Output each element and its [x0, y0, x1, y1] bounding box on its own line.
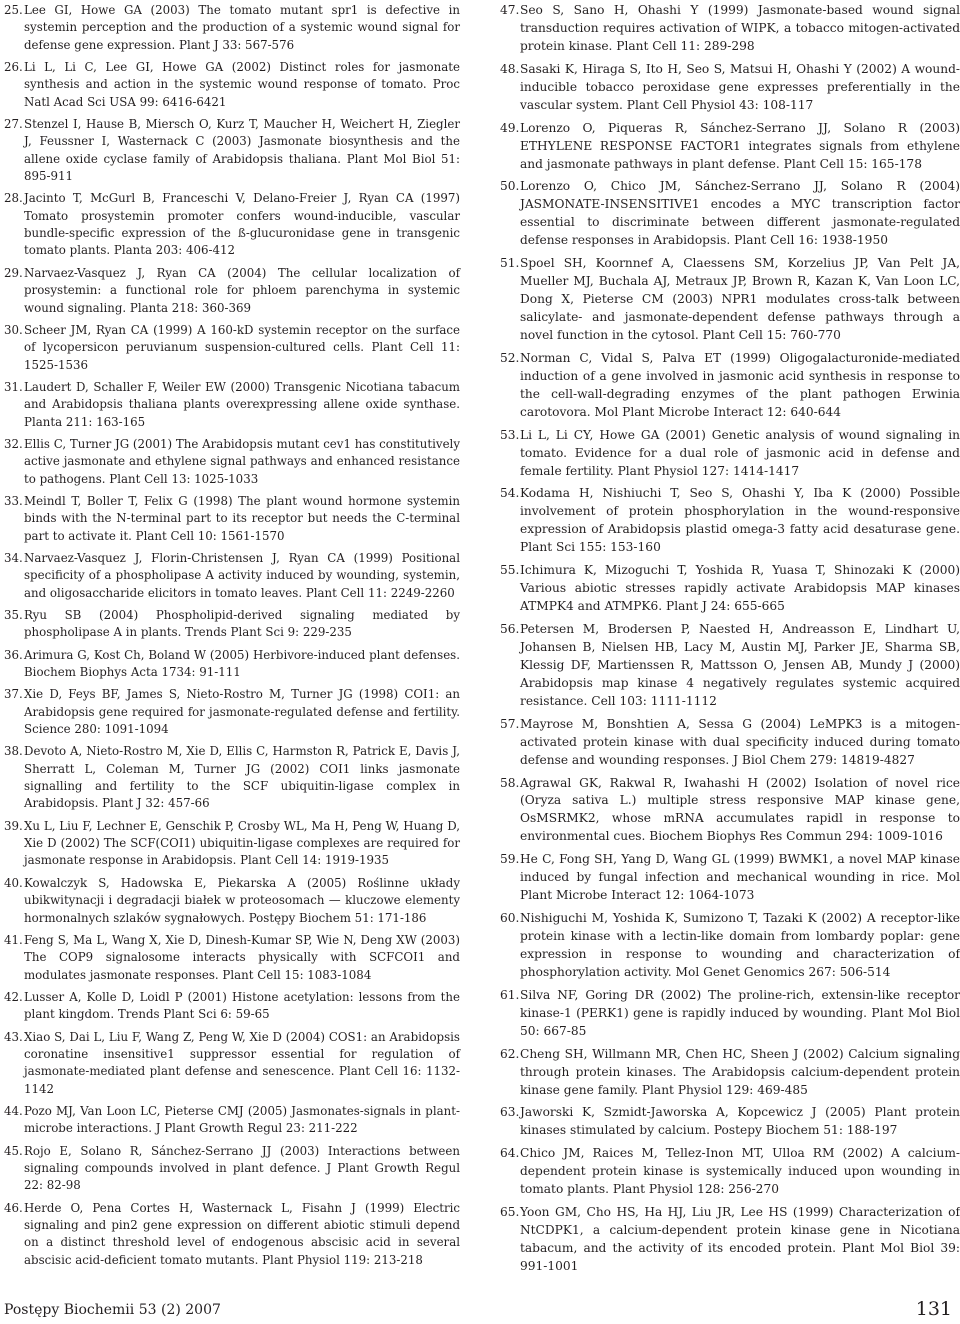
reference-text: Jacinto T, McGurl B, Franceschi V, Delano-Freier J, Ryan CA (1997) Tomato prosystemin promoter confers wound-inducible, vascular bundle-specific expression of the ß-glucuronidase gene in transgenic tomato plants. Planta 203: 406-412 [24, 191, 460, 258]
reference-item [4, 379, 460, 431]
reference-text: Nishiguchi M, Yoshida K, Sumizono T, Tazaki K (2002) A receptor-like protein kinase with a lectin-like domain from lombardy poplar: gene expression in response to wounding and characterization of phosphorylation activity. Mol Genet Genomics 267: 506-514 [520, 911, 960, 979]
reference-item [500, 1104, 960, 1140]
reference-item [4, 2, 460, 54]
reference-number: 53. [500, 427, 520, 442]
reference-item [4, 1029, 460, 1098]
reference-item [500, 350, 960, 422]
reference-number: 65. [500, 1205, 520, 1220]
reference-number: 63. [500, 1105, 520, 1120]
reference-number: 56. [500, 622, 520, 636]
reference-text: Chico JM, Raices M, Tellez-Inon MT, Ulloa RM (2002) A calcium-dependent protein kinase is systemically induced upon wounding in tomato plants. Plant Physiol 128: 256-270 [520, 1146, 960, 1197]
reference-item [4, 1200, 460, 1269]
reference-item [4, 493, 460, 545]
reference-item [4, 116, 460, 185]
reference-text: Kowalczyk S, Hadowska E, Piekarska A (2005) Roślinne układy ubikwitynacji i degradacji białek w proteosomach — kluczowe elementy hormonalnych szlaków sygnałowych. Postępy Biochem 51: 171-186 [24, 875, 460, 925]
reference-item [4, 1143, 460, 1195]
reference-item [4, 550, 460, 602]
reference-number: 51. [500, 256, 520, 271]
reference-text: Li L, Li CY, Howe GA (2001) Genetic analysis of wound signaling in tomato. Evidence for a dual role of jasmonic acid in defense and female fertility. Plant Physiol 127: 1414-1417 [520, 427, 960, 478]
reference-number: 40. [4, 875, 23, 890]
reference-text: Mayrose M, Bonshtien A, Sessa G (2004) LeMPK3 is a mitogen-activated protein kinase with dual specificity induced during tomato defense and wounding responses. J Biol Chem 279: 14819-4827 [520, 716, 960, 767]
reference-text: Ryu SB (2004) Phospholipid-derived signaling mediated by phospholipase A in plants. Trends Plant Sci 9: 229-235 [24, 608, 460, 640]
reference-item [500, 775, 960, 847]
reference-text: Narvaez-Vasquez J, Florin-Christensen J, Ryan CA (1999) Positional specificity of a phospholipase A activity induced by wounding, systemin, and oligosaccharide elicitors in tomato leaves. Plant Cell 11: 2249-2260 [24, 550, 460, 600]
reference-text: Stenzel I, Hause B, Miersch O, Kurz T, Maucher H, Weichert H, Ziegler J, Feussner I, Wasternack C (2003) Jasmonate biosynthesis and the allene oxide cyclase family of Arabidopsis thaliana. Plant Mol Biol 51: 895-911 [24, 117, 460, 184]
reference-item [4, 322, 460, 374]
reference-item [4, 686, 460, 738]
reference-text: Li L, Li C, Lee GI, Howe GA (2002) Distinct roles for jasmonate synthesis and action in the systemic wound response of tomato. Proc Natl Acad Sci USA 99: 6416-6421 [24, 60, 460, 109]
journal-footer: Postępy Biochemii 53 (2) 2007 [4, 1302, 221, 1318]
reference-number: 28. [4, 191, 23, 206]
reference-text: He C, Fong SH, Yang D, Wang GL (1999) BWMK1, a novel MAP kinase induced by fungal infection and mechanical wounding in rice. Mol Plant Microbe Interact 12: 1064-1073 [520, 852, 960, 903]
reference-number: 57. [500, 716, 520, 731]
reference-number: 49. [500, 120, 520, 135]
reference-number: 58. [500, 775, 520, 790]
reference-item [500, 120, 960, 174]
reference-text: Lorenzo O, Piqueras R, Sánchez-Serrano JJ, Solano R (2003) ETHYLENE RESPONSE FACTOR1 integrates signals from ethylene and jasmonate pathways in plant defense. Plant Cell 15: 165-178 [520, 120, 960, 171]
reference-text: Feng S, Ma L, Wang X, Xie D, Dinesh-Kumar SP, Wie N, Deng XW (2003) The COP9 signalosome interacts physically with SCFCOI1 and modulates jasmonate responses. Plant Cell 15: 1083-1084 [24, 932, 460, 982]
reference-number: 47. [500, 3, 520, 17]
reference-item [4, 1103, 460, 1138]
reference-number: 30. [4, 322, 23, 337]
reference-item [500, 716, 960, 770]
reference-item [500, 562, 960, 616]
reference-text: Lorenzo O, Chico JM, Sánchez-Serrano JJ, Solano R (2004) JASMONATE-INSENSITIVE1 encodes a MYC transcription factor essential to discriminate between different jasmonate-regulated defense responses in Arabidopsis. Plant Cell 16: 1938-1950 [520, 179, 960, 248]
reference-number: 59. [500, 852, 520, 867]
reference-item [500, 987, 960, 1041]
reference-number: 52. [500, 350, 520, 365]
reference-text: Silva NF, Goring DR (2002) The proline-rich, extensin-like receptor kinase-1 (PERK1) gene is rapidly induced by wounding. Plant Mol Biol 50: 667-85 [520, 987, 960, 1038]
reference-item [4, 818, 460, 870]
reference-text: Meindl T, Boller T, Felix G (1998) The plant wound hormone systemin binds with the N-terminal part to its receptor but needs the C-terminal part to activate it. Plant Cell 10: 1561-1570 [24, 493, 460, 543]
reference-text: Xu L, Liu F, Lechner E, Genschik P, Crosby WL, Ma H, Peng W, Huang D, Xie D (2002) The SCF(COI1) ubiquitin-ligase complexes are required for jasmonate response in Arabidopsis. Plant Cell 14: 1919-1935 [24, 818, 460, 868]
reference-item [500, 1145, 960, 1199]
reference-item [4, 989, 460, 1024]
reference-text: Petersen M, Brodersen P, Naested H, Andreasson E, Lindhart U, Johansen B, Nielsen HB, Lacy M, Austin MJ, Parker JE, Sharma SB, Klessig DF, Martienssen R, Mattsson O, Jensen AB, Mundy J (2000) Arabidopsis map kinase 4 negatively regulates systemic acquired resistance. Cell 103: 1111-1112 [520, 622, 960, 708]
reference-number: 50. [500, 179, 520, 194]
reference-number: 43. [4, 1029, 23, 1044]
reference-number: 48. [500, 61, 520, 76]
reference-item [500, 910, 960, 982]
reference-text: Yoon GM, Cho HS, Ha HJ, Liu JR, Lee HS (1999) Characterization of NtCDPK1, a calcium-dependent protein kinase gene in Nicotiana tabacum, and the activity of its encoded protein. Plant Mol Biol 39: 991-1001 [520, 1205, 960, 1273]
reference-text: Lee GI, Howe GA (2003) The tomato mutant spr1 is defective in systemin perception and the production of a systemic wound signal for defense gene expression. Plant J 33: 567-576 [24, 3, 460, 52]
reference-number: 32. [4, 436, 23, 451]
reference-item [500, 2, 960, 56]
reference-text: Kodama H, Nishiuchi T, Seo S, Ohashi Y, Iba K (2000) Possible involvement of protein phosphorylation in the wound-responsive expression of Arabidopsis plastid omega-3 fatty acid desaturase gene. Plant Sci 155: 153-160 [520, 486, 960, 555]
reference-text: Narvaez-Vasquez J, Ryan CA (2004) The cellular localization of prosystemin: a functional role for phloem parenchyma in systemic wound signaling. Planta 218: 360-369 [24, 265, 460, 315]
reference-text: Seo S, Sano H, Ohashi Y (1999) Jasmonate-based wound signal transduction requires activation of WIPK, a tobacco mitogen-activated protein kinase. Plant Cell 11: 289-298 [520, 3, 960, 53]
reference-number: 31. [4, 379, 23, 394]
reference-text: Arimura G, Kost Ch, Boland W (2005) Herbivore-induced plant defenses. Biochem Biophys Acta 1734: 91-111 [24, 647, 460, 680]
reference-text: Norman C, Vidal S, Palva ET (1999) Oligogalacturonide-mediated induction of a gene involved in jasmonic acid synthesis in response to the cell-wall-degrading enzymes of the plant pathogen Erwinia carotovora. Mol Plant Microbe Interact 12: 640-644 [520, 350, 960, 419]
reference-number: 34. [4, 550, 23, 565]
reference-item [4, 436, 460, 488]
reference-text: Devoto A, Nieto-Rostro M, Xie D, Ellis C, Harmston R, Patrick E, Davis J, Sherratt L, Coleman M, Turner JG (2002) COI1 links jasmonate signalling and fertility to the SCF ubiquitin-ligase complex in Arabidopsis. Plant J 32: 457-66 [24, 744, 460, 811]
reference-text: Sasaki K, Hiraga S, Ito H, Seo S, Matsui H, Ohashi Y (2002) A wound-inducible tobacco peroxidase gene expresses preferentially in the vascular system. Plant Cell Physiol 43: 108-117 [520, 61, 960, 112]
reference-text: Ichimura K, Mizoguchi T, Yoshida R, Yuasa T, Shinozaki K (2000) Various abiotic stresses rapidly activate Arabidopsis MAP kinases ATMPK4 and ATMPK6. Plant J 24: 655-665 [520, 563, 960, 614]
reference-number: 38. [4, 744, 23, 759]
reference-text: Pozo MJ, Van Loon LC, Pieterse CMJ (2005) Jasmonates-signals in plant-microbe interactions. J Plant Growth Regul 23: 211-222 [24, 1103, 460, 1136]
reference-number: 46. [4, 1200, 23, 1215]
reference-item [4, 932, 460, 984]
reference-number: 64. [500, 1146, 520, 1161]
reference-number: 39. [4, 818, 23, 833]
reference-number: 25. [4, 3, 23, 17]
reference-number: 62. [500, 1046, 520, 1061]
reference-item [4, 190, 460, 259]
reference-text: Herde O, Pena Cortes H, Wasternack L, Fisahn J (1999) Electric signaling and pin2 gene expression on different abiotic stimuli depend on a distinct threshold level of endogenous abscisic acid in several abscisic acid-deficient tomato mutants. Plant Physiol 119: 213-218 [24, 1200, 460, 1267]
reference-number: 35. [4, 608, 23, 622]
reference-item [4, 607, 460, 642]
reference-text: Rojo E, Solano R, Sánchez-Serrano JJ (2003) Interactions between signaling compounds involved in plant defence. J Plant Growth Regul 22: 82-98 [24, 1143, 460, 1193]
reference-item [500, 851, 960, 905]
reference-number: 42. [4, 989, 23, 1004]
reference-text: Agrawal GK, Rakwal R, Iwahashi H (2002) Isolation of novel rice (Oryza sativa L.) multiple stress responsive MAP kinase gene, OsMSRMK2, whose mRNA accumulates rapidl in response to environmental cues. Biochem Biophys Res Commun 294: 1009-1016 [520, 775, 960, 844]
reference-text: Xie D, Feys BF, James S, Nieto-Rostro M, Turner JG (1998) COI1: an Arabidopsis gene required for jasmonate-regulated defense and fertility. Science 280: 1091-1094 [24, 687, 460, 737]
reference-item [4, 59, 460, 111]
reference-item [500, 1046, 960, 1100]
reference-number: 37. [4, 687, 23, 702]
reference-item [500, 61, 960, 115]
reference-item [4, 743, 460, 812]
reference-number: 27. [4, 117, 23, 132]
reference-item [500, 1204, 960, 1276]
reference-number: 33. [4, 493, 23, 508]
reference-text: Scheer JM, Ryan CA (1999) A 160-kD systemin receptor on the surface of lycopersicon peruvianum suspension-cultured cells. Plant Cell 11: 1525-1536 [24, 322, 460, 372]
references-left-column [4, 2, 460, 1274]
reference-number: 60. [500, 911, 520, 926]
reference-text: Lusser A, Kolle D, Loidl P (2001) Histone acetylation: lessons from the plant kingdom. Trends Plant Sci 6: 59-65 [24, 989, 460, 1022]
page-number: 131 [915, 1298, 952, 1320]
reference-item [4, 875, 460, 927]
reference-item [500, 427, 960, 481]
reference-number: 36. [4, 647, 23, 662]
references-right-column [500, 2, 960, 1281]
reference-number: 54. [500, 486, 520, 501]
reference-number: 61. [500, 987, 520, 1002]
reference-text: Jaworski K, Szmidt-Jaworska A, Kopcewicz J (2005) Plant protein kinases stimulated by calcium. Postepy Biochem 51: 188-197 [520, 1105, 960, 1138]
reference-item [500, 621, 960, 711]
reference-number: 41. [4, 932, 23, 947]
reference-number: 55. [500, 563, 520, 578]
reference-text: Xiao S, Dai L, Liu F, Wang Z, Peng W, Xie D (2004) COS1: an Arabidopsis coronatine insensitive1 suppressor essential for regulation of jasmonate-mediated plant defense and senescence. Plant Cell 16: 1132-1142 [24, 1029, 460, 1096]
reference-item [500, 178, 960, 250]
reference-item [4, 265, 460, 317]
reference-number: 45. [4, 1143, 23, 1158]
reference-text: Cheng SH, Willmann MR, Chen HC, Sheen J (2002) Calcium signaling through protein kinases. The Arabidopsis calcium-dependent protein kinase gene family. Plant Physiol 129: 469-485 [520, 1046, 960, 1097]
reference-number: 44. [4, 1103, 23, 1118]
reference-number: 29. [4, 265, 23, 280]
reference-text: Laudert D, Schaller F, Weiler EW (2000) Transgenic Nicotiana tabacum and Arabidopsis thaliana plants overexpressing allene oxide synthase. Planta 211: 163-165 [24, 379, 460, 429]
reference-item [4, 647, 460, 682]
reference-text: Ellis C, Turner JG (2001) The Arabidopsis mutant cev1 has constitutively active jasmonate and ethylene signal pathways and enhanced resistance to pathogens. Plant Cell 13: 1025-1033 [24, 436, 460, 486]
reference-item [500, 255, 960, 345]
reference-number: 26. [4, 60, 23, 75]
reference-item [500, 485, 960, 557]
reference-text: Spoel SH, Koornnef A, Claessens SM, Korzelius JP, Van Pelt JA, Mueller MJ, Buchala AJ, Metraux JP, Brown R, Kazan K, Van Loon LC, Dong X, Pieterse CM (2003) NPR1 modulates cross-talk between salicylate- and jasmonate-dependent defense pathways through a novel function in the cytosol. Plant Cell 15: 760-770 [520, 256, 960, 342]
